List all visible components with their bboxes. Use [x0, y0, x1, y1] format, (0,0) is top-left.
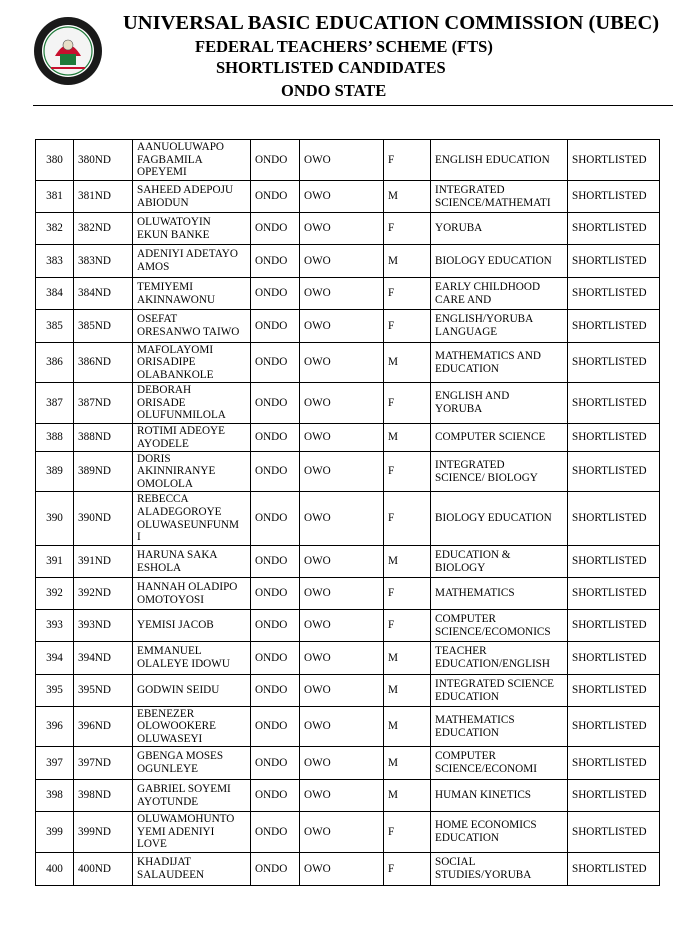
status-cell: SHORTLISTED [568, 492, 660, 546]
candidate-name-cell [133, 578, 251, 610]
candidate-name-cell-line: HARUNA SAKA [137, 548, 218, 561]
serial-number-cell: 388 [36, 424, 74, 452]
sex-cell: F [384, 853, 431, 886]
course-cell-line: SCIENCE/ECONOMI [435, 763, 537, 775]
table-row [36, 780, 660, 812]
header-divider [33, 105, 673, 106]
serial-number-cell: 395 [36, 675, 74, 707]
candidate-name-cell [133, 610, 251, 642]
status-cell: SHORTLISTED [568, 278, 660, 310]
state-cell: ONDO [251, 213, 300, 245]
table-row [36, 181, 660, 213]
course-cell [431, 707, 568, 747]
course-cell [431, 383, 568, 424]
candidate-name-cell-line: OMOTOYOSI [137, 593, 204, 606]
candidate-name-cell [133, 310, 251, 343]
status-cell: SHORTLISTED [568, 452, 660, 492]
sex-cell: M [384, 546, 431, 578]
candidate-name-cell-line: OLABANKOLE [137, 368, 214, 381]
state-cell: ONDO [251, 707, 300, 747]
lga-cell: OWO [300, 578, 384, 610]
course-cell [431, 181, 568, 213]
candidate-name-cell-line: OPEYEMI [137, 166, 187, 179]
candidate-code-cell: 396ND [74, 707, 133, 747]
sex-cell: F [384, 578, 431, 610]
candidate-name-cell-line: AKINNAWONU [137, 293, 216, 306]
serial-number-cell: 397 [36, 747, 74, 780]
sex-cell: F [384, 452, 431, 492]
candidate-name-cell [133, 245, 251, 278]
course-cell-line: SCIENCE/ECOMONICS [435, 625, 551, 638]
state-cell: ONDO [251, 310, 300, 343]
table-row [36, 853, 660, 886]
table-row [36, 383, 660, 424]
candidate-name-cell [133, 492, 251, 546]
candidate-code-cell: 398ND [74, 780, 133, 812]
candidate-name-cell-line: AYOTUNDE [137, 795, 199, 808]
table-row [36, 310, 660, 343]
serial-number-cell: 393 [36, 610, 74, 642]
candidate-code-cell: 383ND [74, 245, 133, 278]
shortlist-table [35, 139, 660, 886]
candidate-name-cell [133, 424, 251, 452]
lga-cell: OWO [300, 642, 384, 675]
sex-cell: F [384, 492, 431, 546]
table-row [36, 492, 660, 546]
serial-number-cell: 400 [36, 853, 74, 886]
table-row [36, 452, 660, 492]
course-cell-line: HUMAN KINETICS [435, 789, 532, 802]
candidate-name-cell [133, 780, 251, 812]
serial-number-cell: 380 [36, 140, 74, 181]
candidate-code-cell: 391ND [74, 546, 133, 578]
candidate-name-cell-line: DORIS [137, 452, 171, 465]
state-cell: ONDO [251, 383, 300, 424]
candidate-name-cell-line: ORISADE [137, 396, 186, 409]
serial-number-cell: 391 [36, 546, 74, 578]
table-row [36, 747, 660, 780]
course-cell-line: BIOLOGY [435, 561, 486, 574]
candidate-name-cell [133, 383, 251, 424]
header-title-commission: UNIVERSAL BASIC EDUCATION COMMISSION (UBEC) [123, 12, 660, 34]
serial-number-cell: 385 [36, 310, 74, 343]
serial-number-cell: 387 [36, 383, 74, 424]
state-cell: ONDO [251, 278, 300, 310]
candidate-name-cell-line: AYODELE [137, 437, 189, 450]
course-cell [431, 278, 568, 310]
course-cell-line: YORUBA [435, 403, 483, 415]
candidate-name-cell [133, 707, 251, 747]
table-row [36, 213, 660, 245]
lga-cell: OWO [300, 610, 384, 642]
status-cell: SHORTLISTED [568, 140, 660, 181]
course-cell-line: HOME ECONOMICS [435, 819, 537, 832]
serial-number-cell: 398 [36, 780, 74, 812]
course-cell-line: COMPUTER [435, 750, 496, 763]
serial-number-cell: 384 [36, 278, 74, 310]
candidate-name-cell [133, 140, 251, 181]
sex-cell: M [384, 245, 431, 278]
lga-cell: OWO [300, 747, 384, 780]
candidate-code-cell: 399ND [74, 812, 133, 853]
candidate-name-cell-line: EKUN BANKE [137, 228, 210, 241]
candidate-code-cell: 385ND [74, 310, 133, 343]
serial-number-cell: 389 [36, 452, 74, 492]
candidate-code-cell: 394ND [74, 642, 133, 675]
status-cell: SHORTLISTED [568, 424, 660, 452]
course-cell-line: EDUCATION & [435, 548, 511, 561]
table-row [36, 278, 660, 310]
course-cell-line: INTEGRATED [435, 183, 505, 196]
serial-number-cell: 390 [36, 492, 74, 546]
sex-cell: M [384, 780, 431, 812]
course-cell-line: INTEGRATED SCIENCE [435, 677, 555, 690]
course-cell-line: TEACHER [435, 645, 487, 658]
table-row [36, 578, 660, 610]
course-cell-line: INTEGRATED [435, 458, 505, 471]
status-cell: SHORTLISTED [568, 343, 660, 383]
candidate-name-cell-line: HANNAH OLADIPO [137, 580, 238, 593]
candidate-name-cell [133, 747, 251, 780]
course-cell-line: BIOLOGY EDUCATION [435, 254, 552, 267]
course-cell-line: EARLY CHILDHOOD [435, 280, 541, 293]
status-cell: SHORTLISTED [568, 578, 660, 610]
candidate-name-cell-line: OLUWASEUNFUNM [137, 518, 239, 531]
serial-number-cell: 396 [36, 707, 74, 747]
course-cell-line: SCIENCE/MATHEMATI [435, 196, 551, 209]
course-cell-line: COMPUTER SCIENCE [435, 431, 546, 444]
lga-cell: OWO [300, 675, 384, 707]
lga-cell: OWO [300, 546, 384, 578]
course-cell-line: ENGLISH/YORUBA [435, 313, 534, 326]
course-cell [431, 310, 568, 343]
course-cell-line: SCIENCE/ BIOLOGY [435, 471, 538, 484]
table-row [36, 424, 660, 452]
lga-cell: OWO [300, 278, 384, 310]
course-cell [431, 213, 568, 245]
lga-cell: OWO [300, 343, 384, 383]
state-cell: ONDO [251, 424, 300, 452]
candidate-name-cell [133, 278, 251, 310]
status-cell: SHORTLISTED [568, 642, 660, 675]
serial-number-cell: 394 [36, 642, 74, 675]
lga-cell: OWO [300, 492, 384, 546]
lga-cell: OWO [300, 812, 384, 853]
status-cell: SHORTLISTED [568, 812, 660, 853]
candidate-name-cell-line: REBECCA [137, 493, 189, 506]
candidate-code-cell: 381ND [74, 181, 133, 213]
status-cell: SHORTLISTED [568, 707, 660, 747]
candidate-name-cell-line: ORESANWO TAIWO [137, 326, 240, 338]
serial-number-cell: 381 [36, 181, 74, 213]
candidate-name-cell-line: MAFOLAYOMI [137, 343, 214, 356]
candidate-code-cell: 380ND [74, 140, 133, 181]
lga-cell: OWO [300, 780, 384, 812]
sex-cell: F [384, 812, 431, 853]
course-cell [431, 610, 568, 642]
state-cell: ONDO [251, 642, 300, 675]
course-cell-line: EDUCATION [435, 690, 500, 703]
course-cell [431, 747, 568, 780]
course-cell-line: EDUCATION [435, 832, 500, 844]
status-cell: SHORTLISTED [568, 181, 660, 213]
table-row [36, 140, 660, 181]
sex-cell: F [384, 213, 431, 245]
candidate-name-cell-line: EMMANUEL [137, 645, 202, 658]
state-cell: ONDO [251, 578, 300, 610]
course-cell [431, 578, 568, 610]
sex-cell: M [384, 424, 431, 452]
candidate-code-cell: 387ND [74, 383, 133, 424]
lga-cell: OWO [300, 310, 384, 343]
table-row [36, 245, 660, 278]
course-cell [431, 424, 568, 452]
course-cell-line: MATHEMATICS AND [435, 349, 541, 362]
lga-cell: OWO [300, 383, 384, 424]
lga-cell: OWO [300, 424, 384, 452]
state-cell: ONDO [251, 812, 300, 853]
course-cell-line: LANGUAGE [435, 326, 498, 338]
course-cell [431, 780, 568, 812]
table-row [36, 343, 660, 383]
lga-cell: OWO [300, 245, 384, 278]
candidate-name-cell-line: GABRIEL SOYEMI [137, 782, 231, 795]
state-cell: ONDO [251, 140, 300, 181]
candidate-name-cell-line: AANUOLUWAPO [137, 141, 225, 154]
course-cell-line: EDUCATION [435, 726, 500, 739]
sex-cell: M [384, 747, 431, 780]
status-cell: SHORTLISTED [568, 310, 660, 343]
candidate-name-cell-line: TEMIYEMI [137, 280, 193, 293]
lga-cell: OWO [300, 213, 384, 245]
serial-number-cell: 382 [36, 213, 74, 245]
table-row [36, 812, 660, 853]
course-cell-line: MATHEMATICS [435, 587, 515, 600]
candidate-name-cell-line: AMOS [137, 261, 170, 273]
sex-cell: M [384, 343, 431, 383]
candidate-code-cell: 384ND [74, 278, 133, 310]
course-cell-line: EDUCATION/ENGLISH [435, 658, 550, 670]
course-cell-line: ENGLISH EDUCATION [435, 153, 550, 166]
candidate-code-cell: 392ND [74, 578, 133, 610]
course-cell [431, 492, 568, 546]
candidate-name-cell-line: GODWIN SEIDU [137, 684, 220, 697]
state-cell: ONDO [251, 546, 300, 578]
candidate-code-cell: 400ND [74, 853, 133, 886]
candidate-name-cell-line: OLUWAMOHUNTO [137, 813, 235, 826]
course-cell-line: MATHEMATICS [435, 713, 515, 726]
candidate-name-cell-line: ORISADIPE [137, 356, 196, 369]
lga-cell: OWO [300, 140, 384, 181]
course-cell-line: CARE AND [435, 293, 492, 306]
state-cell: ONDO [251, 747, 300, 780]
state-cell: ONDO [251, 610, 300, 642]
course-cell [431, 140, 568, 181]
header-title-state: ONDO STATE [281, 81, 387, 100]
serial-number-cell: 392 [36, 578, 74, 610]
candidate-code-cell: 390ND [74, 492, 133, 546]
candidate-name-cell-line: I [137, 531, 141, 544]
status-cell: SHORTLISTED [568, 675, 660, 707]
candidate-name-cell-line: OSEFAT [137, 313, 178, 326]
course-cell [431, 642, 568, 675]
course-cell-line: EDUCATION [435, 362, 500, 375]
status-cell: SHORTLISTED [568, 213, 660, 245]
lga-cell: OWO [300, 853, 384, 886]
sex-cell: F [384, 278, 431, 310]
candidate-name-cell-line: OLUWATOYIN [137, 215, 211, 228]
candidate-name-cell-line: DEBORAH [137, 384, 192, 397]
candidate-name-cell [133, 675, 251, 707]
sex-cell: F [384, 610, 431, 642]
course-cell [431, 452, 568, 492]
course-cell-line: SOCIAL [435, 856, 476, 869]
state-cell: ONDO [251, 780, 300, 812]
status-cell: SHORTLISTED [568, 780, 660, 812]
table-row [36, 675, 660, 707]
candidate-code-cell: 382ND [74, 213, 133, 245]
serial-number-cell: 386 [36, 343, 74, 383]
sex-cell: M [384, 707, 431, 747]
course-cell [431, 245, 568, 278]
candidate-name-cell-line: EBENEZER [137, 707, 195, 720]
candidate-name-cell-line: OLUFUNMILOLA [137, 409, 226, 422]
candidate-name-cell-line: LOVE [137, 838, 167, 851]
course-cell [431, 675, 568, 707]
state-cell: ONDO [251, 853, 300, 886]
status-cell: SHORTLISTED [568, 747, 660, 780]
candidate-name-cell-line: SAHEED ADEPOJU [137, 183, 234, 196]
sex-cell: M [384, 675, 431, 707]
candidate-code-cell: 386ND [74, 343, 133, 383]
candidate-name-cell-line: OLALEYE IDOWU [137, 658, 230, 670]
state-cell: ONDO [251, 343, 300, 383]
candidate-code-cell: 388ND [74, 424, 133, 452]
state-cell: ONDO [251, 452, 300, 492]
candidate-name-cell-line: YEMI ADENIYI [137, 825, 215, 838]
candidate-name-cell [133, 181, 251, 213]
serial-number-cell: 399 [36, 812, 74, 853]
candidate-name-cell-line: ESHOLA [137, 561, 182, 574]
state-cell: ONDO [251, 492, 300, 546]
course-cell [431, 812, 568, 853]
course-cell [431, 853, 568, 886]
status-cell: SHORTLISTED [568, 853, 660, 886]
candidate-name-cell-line: YEMISI JACOB [137, 619, 214, 632]
sex-cell: M [384, 181, 431, 213]
course-cell-line: ENGLISH AND [435, 390, 510, 403]
header-title-scheme: FEDERAL TEACHERS’ SCHEME (FTS) [195, 37, 493, 56]
candidate-name-cell-line: OGUNLEYE [137, 763, 198, 775]
candidate-name-cell-line: KHADIJAT [137, 856, 192, 869]
table-row [36, 546, 660, 578]
status-cell: SHORTLISTED [568, 546, 660, 578]
sex-cell: F [384, 140, 431, 181]
course-cell [431, 343, 568, 383]
status-cell: SHORTLISTED [568, 245, 660, 278]
course-cell-line: YORUBA [435, 222, 483, 235]
status-cell: SHORTLISTED [568, 610, 660, 642]
state-cell: ONDO [251, 245, 300, 278]
table-row [36, 707, 660, 747]
candidate-code-cell: 395ND [74, 675, 133, 707]
table-row [36, 642, 660, 675]
status-cell: SHORTLISTED [568, 383, 660, 424]
table-row [36, 610, 660, 642]
candidate-code-cell: 397ND [74, 747, 133, 780]
candidate-name-cell-line: GBENGA MOSES [137, 750, 224, 763]
candidate-name-cell-line: OMOLOLA [137, 477, 193, 490]
sex-cell: F [384, 310, 431, 343]
state-cell: ONDO [251, 675, 300, 707]
header-title-shortlist: SHORTLISTED CANDIDATES [216, 58, 446, 77]
candidate-name-cell-line: ALADEGOROYE [137, 505, 222, 518]
candidate-name-cell [133, 642, 251, 675]
ubec-seal-icon [33, 16, 103, 86]
lga-cell: OWO [300, 181, 384, 213]
candidate-name-cell [133, 343, 251, 383]
candidate-name-cell-line: FAGBAMILA [137, 153, 203, 166]
candidate-name-cell-line: SALAUDEEN [137, 869, 205, 881]
candidate-name-cell [133, 452, 251, 492]
candidate-code-cell: 393ND [74, 610, 133, 642]
candidate-name-cell [133, 853, 251, 886]
candidate-name-cell-line: OLOWOOKERE [137, 720, 216, 733]
candidate-name-cell-line: ROTIMI ADEOYE [137, 424, 225, 437]
candidate-name-cell [133, 546, 251, 578]
candidate-name-cell-line: ABIODUN [137, 196, 189, 209]
state-cell: ONDO [251, 181, 300, 213]
candidate-code-cell: 389ND [74, 452, 133, 492]
course-cell-line: BIOLOGY EDUCATION [435, 512, 552, 525]
lga-cell: OWO [300, 452, 384, 492]
sex-cell: F [384, 383, 431, 424]
candidate-name-cell [133, 213, 251, 245]
lga-cell: OWO [300, 707, 384, 747]
candidate-name-cell [133, 812, 251, 853]
candidate-name-cell-line: AKINNIRANYE [137, 465, 216, 478]
serial-number-cell: 383 [36, 245, 74, 278]
course-cell [431, 546, 568, 578]
course-cell-line: COMPUTER [435, 612, 496, 625]
candidate-name-cell-line: OLUWASEYI [137, 732, 203, 745]
sex-cell: M [384, 642, 431, 675]
candidate-name-cell-line: ADENIYI ADETAYO [137, 248, 238, 261]
course-cell-line: STUDIES/YORUBA [435, 869, 532, 881]
